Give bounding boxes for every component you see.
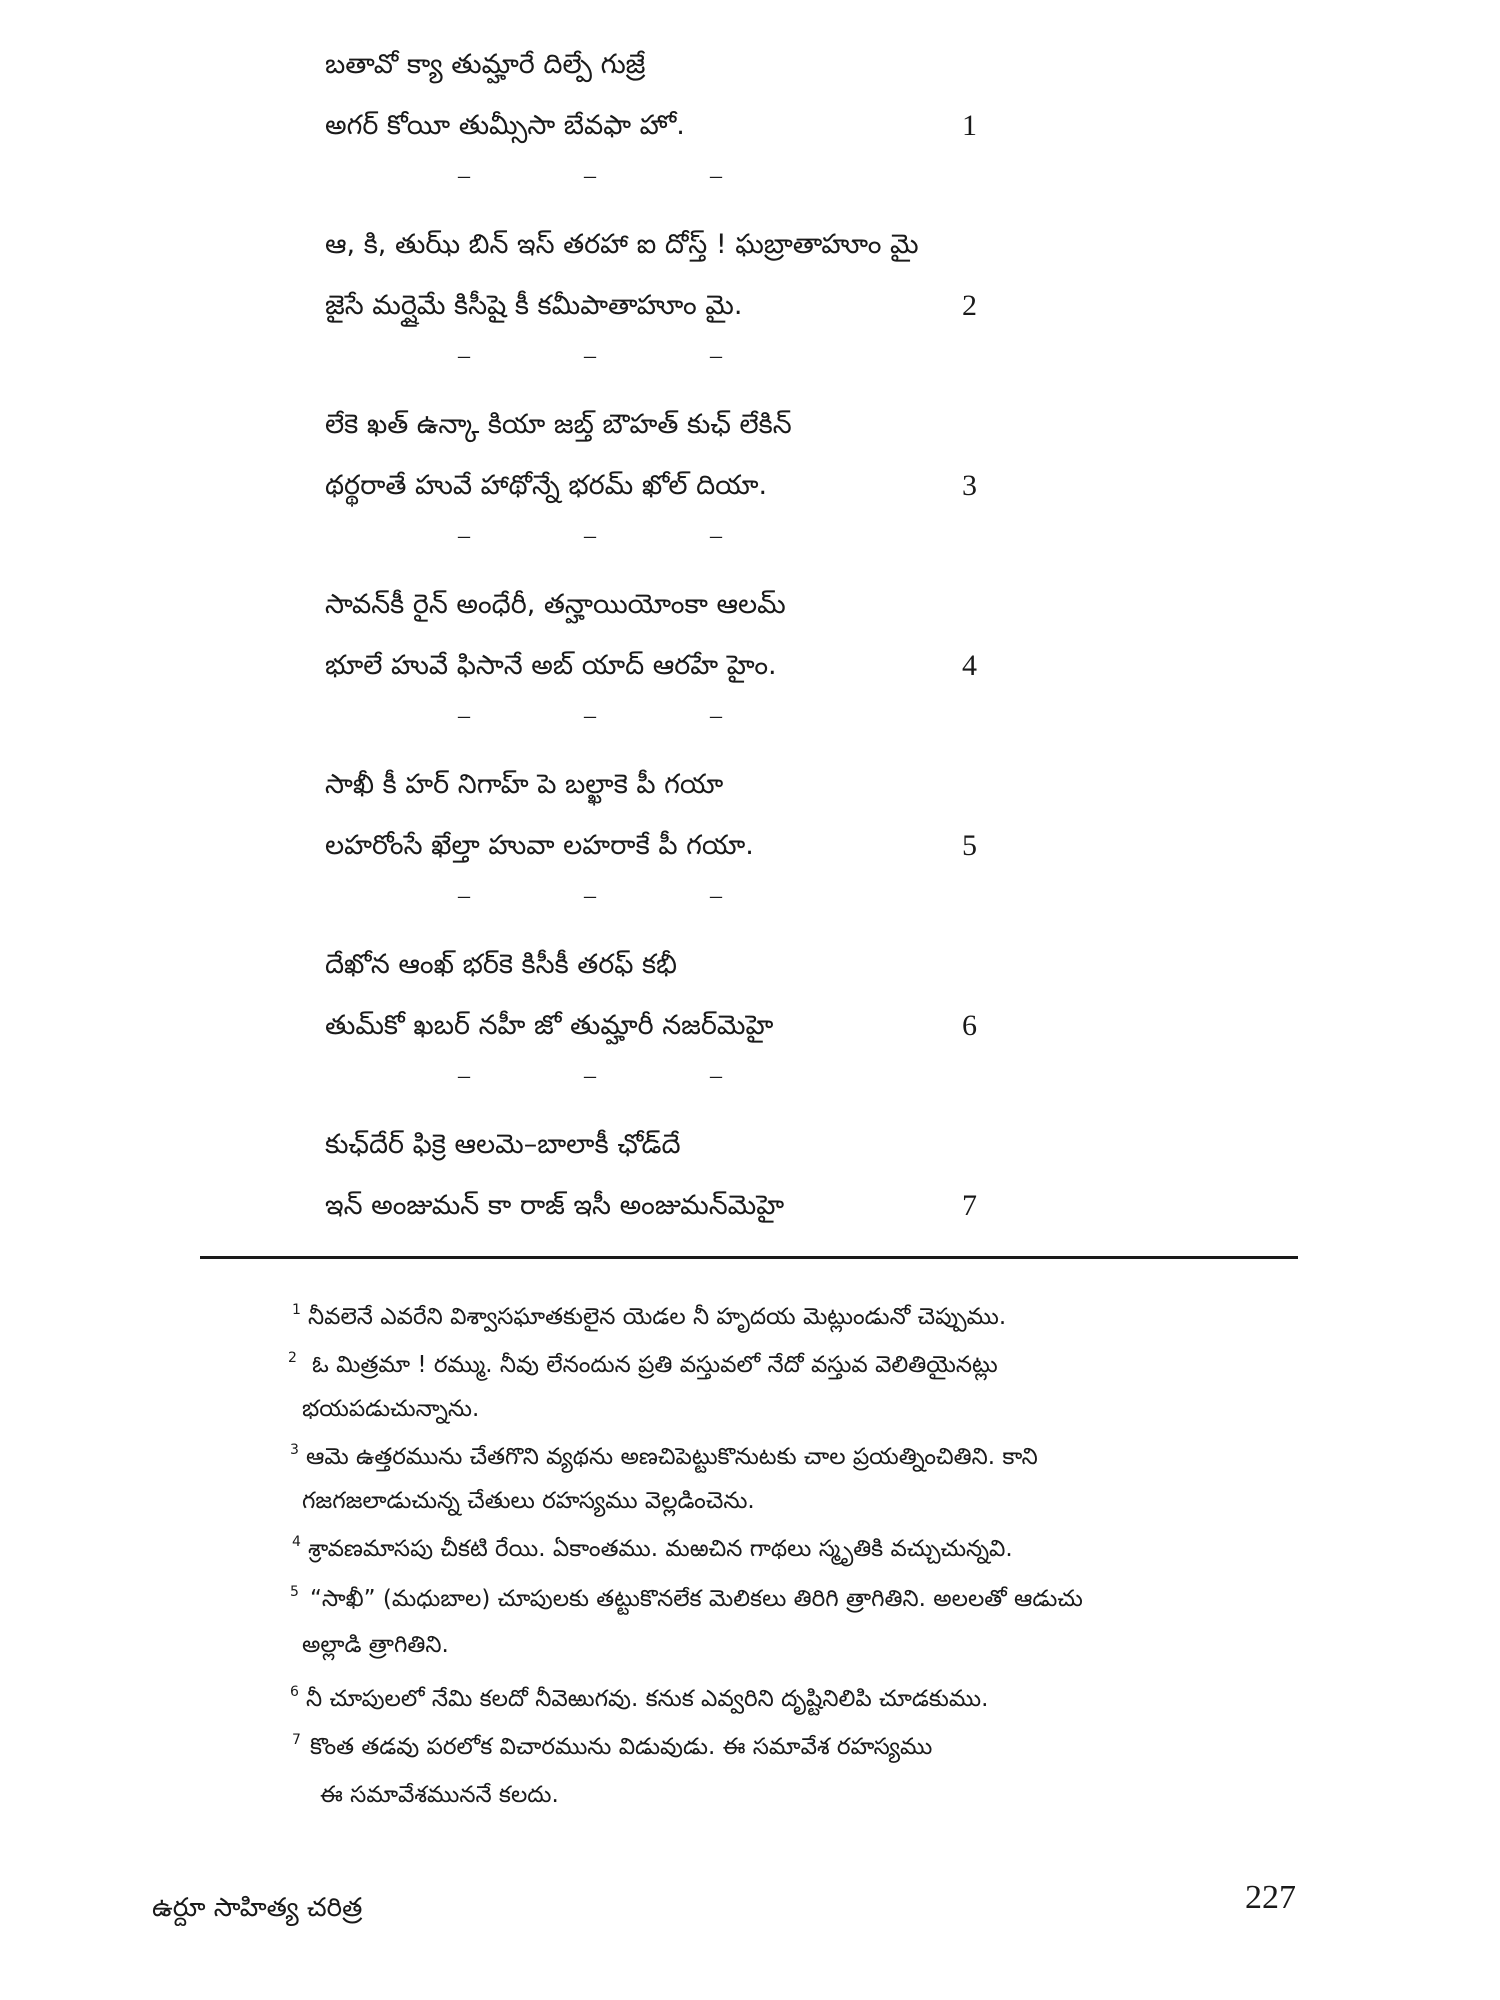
footnote-mark: 2	[288, 1350, 297, 1366]
verse-separator	[0, 343, 1500, 369]
verse-line: సావన్‌కీ రైన్ అంధేరీ, తన్హాయియోంకా ఆలమ్	[325, 589, 786, 620]
verse-line: కుఛ్‌దేర్ ఫిక్రె ఆలమె–బాలాకీ ఛోడ్‌దే	[325, 1129, 681, 1160]
verse-number: 1	[962, 109, 977, 142]
verse-number: 5	[962, 829, 977, 862]
separator-dash: –	[710, 523, 722, 549]
footnote-text-continued: భయపడుచున్నాను.	[302, 1396, 480, 1422]
footnote-text: కొంత తడవు పరలోక విచారమును విడువుడు. ఈ సమావేశ రహస్యము	[310, 1734, 933, 1760]
verse-line: జైసే మర్షైమే కిసీషై కీ కమీపాతాహూం మై.	[325, 290, 743, 321]
separator-dash: –	[458, 883, 470, 909]
couplet-6	[0, 928, 1500, 1108]
poem-verses	[0, 28, 1500, 1288]
couplet-7	[0, 1108, 1500, 1288]
verse-line: లేకె ఖత్ ఉన్కా కియా జబ్త్ బౌహత్ కుఛ్ లేకిన్	[325, 409, 792, 440]
separator-dash: –	[584, 523, 596, 549]
verse-separator	[0, 1063, 1500, 1089]
footnote-text: ఆమె ఉత్తరమును చేతగొని వ్యథను అణచిపెట్టుకొనుటకు చాల ప్రయత్నించితిని. కాని	[306, 1444, 1038, 1470]
separator-dash: –	[584, 343, 596, 369]
separator-dash: –	[710, 703, 722, 729]
separator-dash: –	[710, 163, 722, 189]
footnote-text: నీ చూపులలో నేమి కలదో నీవెఱుగవు. కనుక ఎవ్వరిని దృష్టినిలిపి చూడకుము.	[306, 1686, 989, 1712]
verse-number: 3	[962, 469, 977, 502]
verse-separator	[0, 883, 1500, 909]
verse-number: 6	[962, 1009, 977, 1042]
separator-dash: –	[458, 1063, 470, 1089]
footnote-mark: 4	[292, 1534, 301, 1550]
verse-line: థర్థరాతే హువే హాథోన్నే భరమ్ ఖోల్ దియా.	[325, 470, 768, 501]
couplet-5	[0, 748, 1500, 928]
couplet-2	[0, 208, 1500, 388]
footnote-text-continued: ఈ సమావేశముననే కలదు.	[320, 1782, 559, 1808]
footnote-mark: 1	[292, 1302, 301, 1318]
verse-line: ఇన్ అంజుమన్ కా రాజ్ ఇసీ అంజుమన్‌మెహై	[325, 1190, 785, 1221]
verse-number: 2	[962, 289, 977, 322]
separator-dash: –	[458, 523, 470, 549]
verse-line: లహరోంసే ఖేల్తా హువా లహరాకే పీ గయా.	[325, 830, 754, 861]
separator-dash: –	[584, 883, 596, 909]
verse-separator	[0, 523, 1500, 549]
footnote-mark: 3	[290, 1442, 299, 1458]
couplet-3	[0, 388, 1500, 568]
footnote-mark: 5	[290, 1584, 299, 1600]
verse-line: అగర్ కోయీ తుమ్సీసా బేవఫా హో.	[325, 110, 685, 141]
verse-line: సాఖీ కీ హర్ నిగాహ్ పె బల్ఖాకె పీ గయా	[325, 769, 724, 800]
verse-line: ఆ, కి, తుఝ్ బిన్ ఇస్ తరహా ఐ దోస్త్ ! ఘబ్రాతాహూం మై	[325, 229, 919, 260]
separator-dash: –	[710, 883, 722, 909]
verse-number: 4	[962, 649, 977, 682]
page-number: 227	[1245, 1879, 1296, 1916]
separator-dash: –	[458, 703, 470, 729]
footnote-mark: 6	[290, 1684, 299, 1700]
footnote-separator-rule	[200, 1256, 1298, 1259]
separator-dash: –	[710, 343, 722, 369]
separator-dash: –	[584, 1063, 596, 1089]
footnote-text: నీవలెనే ఎవరేని విశ్వాసఘాతకులైన యెడల నీ హృదయ మెట్లుండునో చెప్పుము.	[308, 1304, 1007, 1330]
footnote-text-continued: గజగజలాడుచున్న చేతులు రహస్యము వెల్లడించెను.	[302, 1488, 755, 1514]
verse-number: 7	[962, 1189, 977, 1222]
separator-dash: –	[584, 703, 596, 729]
couplet-4	[0, 568, 1500, 748]
footnote-text-continued: అల్లాడి త్రాగితిని.	[302, 1632, 449, 1658]
footnote-mark: 7	[292, 1732, 301, 1748]
book-title: ఉర్దూ సాహిత్య చరిత్ర	[152, 1893, 363, 1923]
footnote-text: శ్రావణమాసపు చీకటి రేయి. ఏకాంతము. మఱచిన గాథలు స్మృతికి వచ్చుచున్నవి.	[308, 1536, 1013, 1562]
separator-dash: –	[458, 163, 470, 189]
verse-line: తుమ్‌కో ఖబర్ నహీ జో తుమ్హారీ నజర్‌మెహై	[325, 1010, 774, 1041]
separator-dash: –	[584, 163, 596, 189]
verse-line: దేఖోన ఆంఖ్ భర్‌కె కిసీకీ తరఫ్ కభీ	[325, 949, 677, 980]
footnote-text: ఓ మిత్రమా ! రమ్ము. నీవు లేనందున ప్రతి వస్తువలో నేదో వస్తువ వెలితియైనట్లు	[312, 1352, 998, 1378]
couplet-1	[0, 28, 1500, 208]
verse-separator	[0, 163, 1500, 189]
verse-line: బతావో క్యా తుమ్హారే దిల్పే గుజ్రే	[325, 49, 646, 80]
footnote-text: “సాఖీ” (మధుబాల) చూపులకు తట్టుకొనలేక మెలికలు తిరిగి త్రాగితిని. అలలతో ఆడుచు	[310, 1586, 1083, 1612]
separator-dash: –	[458, 343, 470, 369]
verse-separator	[0, 703, 1500, 729]
verse-line: భూలే హువే ఫిసానే అబ్ యాద్ ఆరహే హైం.	[325, 650, 777, 681]
separator-dash: –	[710, 1063, 722, 1089]
